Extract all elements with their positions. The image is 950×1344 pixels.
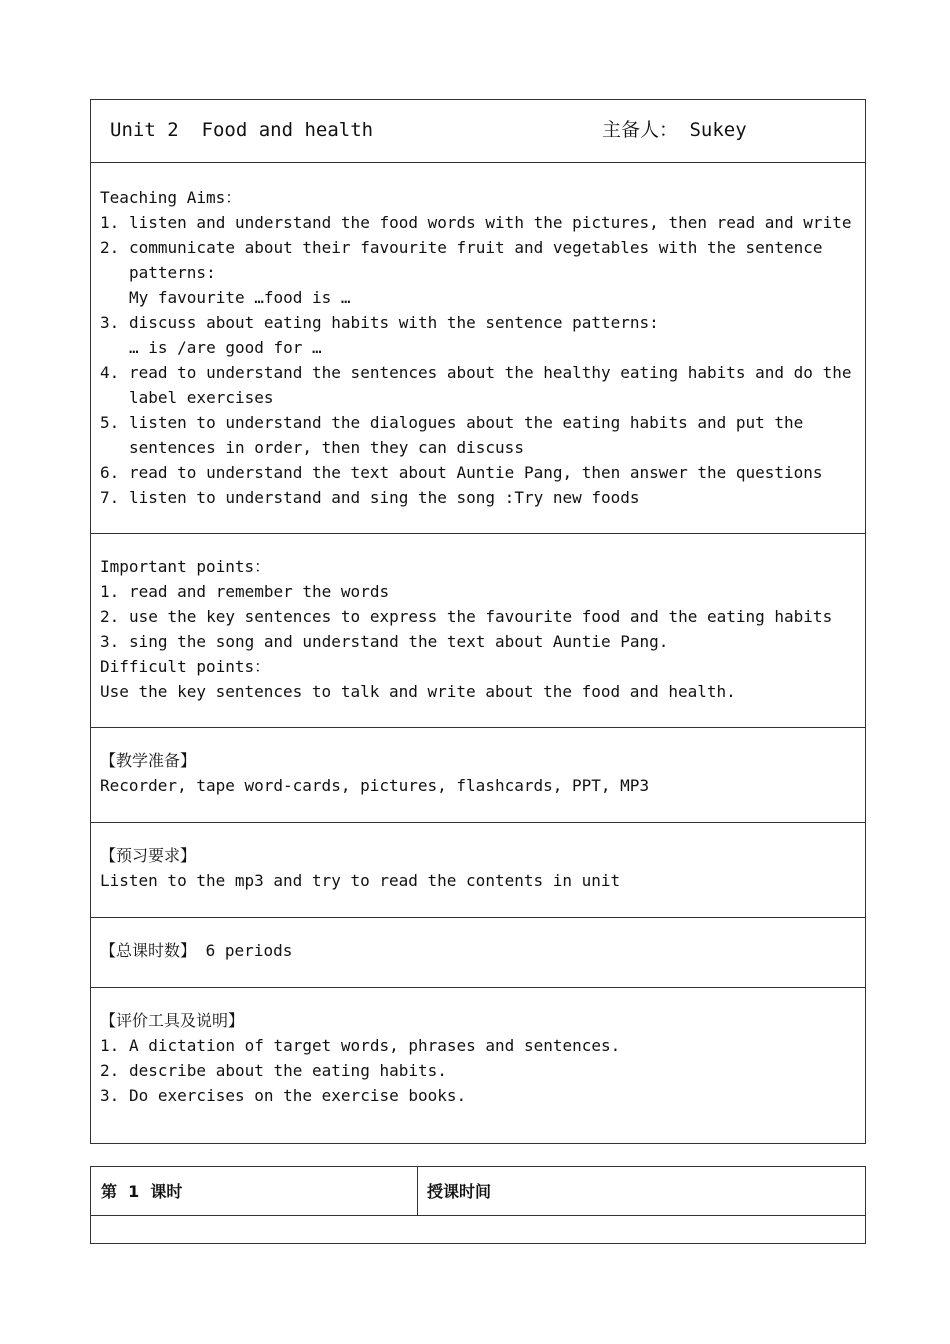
teaching-aims-heading: Teaching Aims： (100, 188, 242, 207)
point-text: use the key sentences to express the favourite food and the eating habits (129, 607, 833, 626)
preview-heading: 【预习要求】 (100, 846, 197, 865)
evaluation-number: 3. (100, 1086, 120, 1105)
evaluation-item (100, 1033, 856, 1058)
evaluation-section (91, 987, 865, 1143)
aim-item (100, 235, 856, 260)
teaching-preparation-section (91, 727, 865, 822)
evaluation-text: Do exercises on the exercise books. (129, 1086, 467, 1105)
aim-number: 2. (100, 238, 120, 257)
preview-text: Listen to the mp3 and try to read the contents in unit (100, 871, 621, 890)
aim-item (100, 410, 856, 435)
unit-title: Unit 2 Food and health (110, 119, 374, 141)
aim-item (100, 310, 856, 335)
aim-text-continued: sentences in order, then they can discuss (129, 438, 524, 457)
aim-number: 1. (100, 213, 120, 232)
aim-number: 6. (100, 463, 120, 482)
point-number: 3. (100, 632, 120, 651)
aim-text: listen to understand the dialogues about the eating habits and put the (129, 413, 804, 432)
evaluation-heading: 【评价工具及说明】 (100, 1011, 245, 1030)
evaluation-number: 1. (100, 1036, 120, 1055)
evaluation-text: describe about the eating habits. (129, 1061, 447, 1080)
class-time-label: 授课时间 (427, 1182, 492, 1201)
point-number: 2. (100, 607, 120, 626)
aim-item (100, 485, 856, 510)
evaluation-text: A dictation of target words, phrases and sentences. (129, 1036, 621, 1055)
aim-number: 4. (100, 363, 120, 382)
aim-text: listen and understand the food words with the pictures, then read and write (129, 213, 852, 232)
periods-line (100, 938, 856, 963)
author-label: 主备人： Sukey (602, 119, 747, 141)
periods-value: 6 periods (196, 941, 293, 960)
aim-text: communicate about their favourite fruit and vegetables with the sentence (129, 238, 823, 257)
aim-text-continued: patterns: (129, 263, 216, 282)
important-point-item (100, 629, 856, 654)
period-label: 第 1 课时 (91, 1167, 418, 1215)
preview-requirement-section (91, 822, 865, 917)
periods-heading: 【总课时数】 (100, 941, 197, 960)
teaching-aims-section (91, 162, 865, 533)
aim-item (100, 460, 856, 485)
aim-number: 3. (100, 313, 120, 332)
important-points-heading: Important points： (100, 557, 271, 576)
evaluation-item (100, 1083, 856, 1108)
aim-number: 7. (100, 488, 120, 507)
aim-item (100, 360, 856, 385)
difficult-points-heading: Difficult points： (100, 657, 271, 676)
lesson-header-row (91, 1167, 865, 1216)
key-points-section (91, 533, 865, 727)
lesson-period-table (90, 1166, 866, 1244)
total-periods-section (91, 917, 865, 987)
important-point-item (100, 579, 856, 604)
aim-number: 5. (100, 413, 120, 432)
point-text: read and remember the words (129, 582, 390, 601)
unit-header-row (91, 100, 865, 162)
evaluation-number: 2. (100, 1061, 120, 1080)
difficult-points-text: Use the key sentences to talk and write about the food and health. (100, 682, 736, 701)
aim-text-continued: label exercises (129, 388, 274, 407)
preparation-heading: 【教学准备】 (100, 751, 197, 770)
point-number: 1. (100, 582, 120, 601)
aim-text: discuss about eating habits with the sentence patterns: (129, 313, 659, 332)
aim-text: read to understand the sentences about the healthy eating habits and do the (129, 363, 852, 382)
aim-sentence-pattern: My favourite …food is … (129, 288, 351, 307)
aim-text: read to understand the text about Auntie Pang, then answer the questions (129, 463, 823, 482)
lesson-plan-table (90, 99, 866, 1144)
aim-text: listen to understand and sing the song :Try new foods (129, 488, 640, 507)
preparation-text: Recorder, tape word-cards, pictures, flashcards, PPT, MP3 (100, 776, 650, 795)
aim-item (100, 210, 856, 235)
evaluation-item (100, 1058, 856, 1083)
point-text: sing the song and understand the text about Auntie Pang. (129, 632, 669, 651)
aim-sentence-pattern: … is /are good for … (129, 338, 322, 357)
important-point-item (100, 604, 856, 629)
